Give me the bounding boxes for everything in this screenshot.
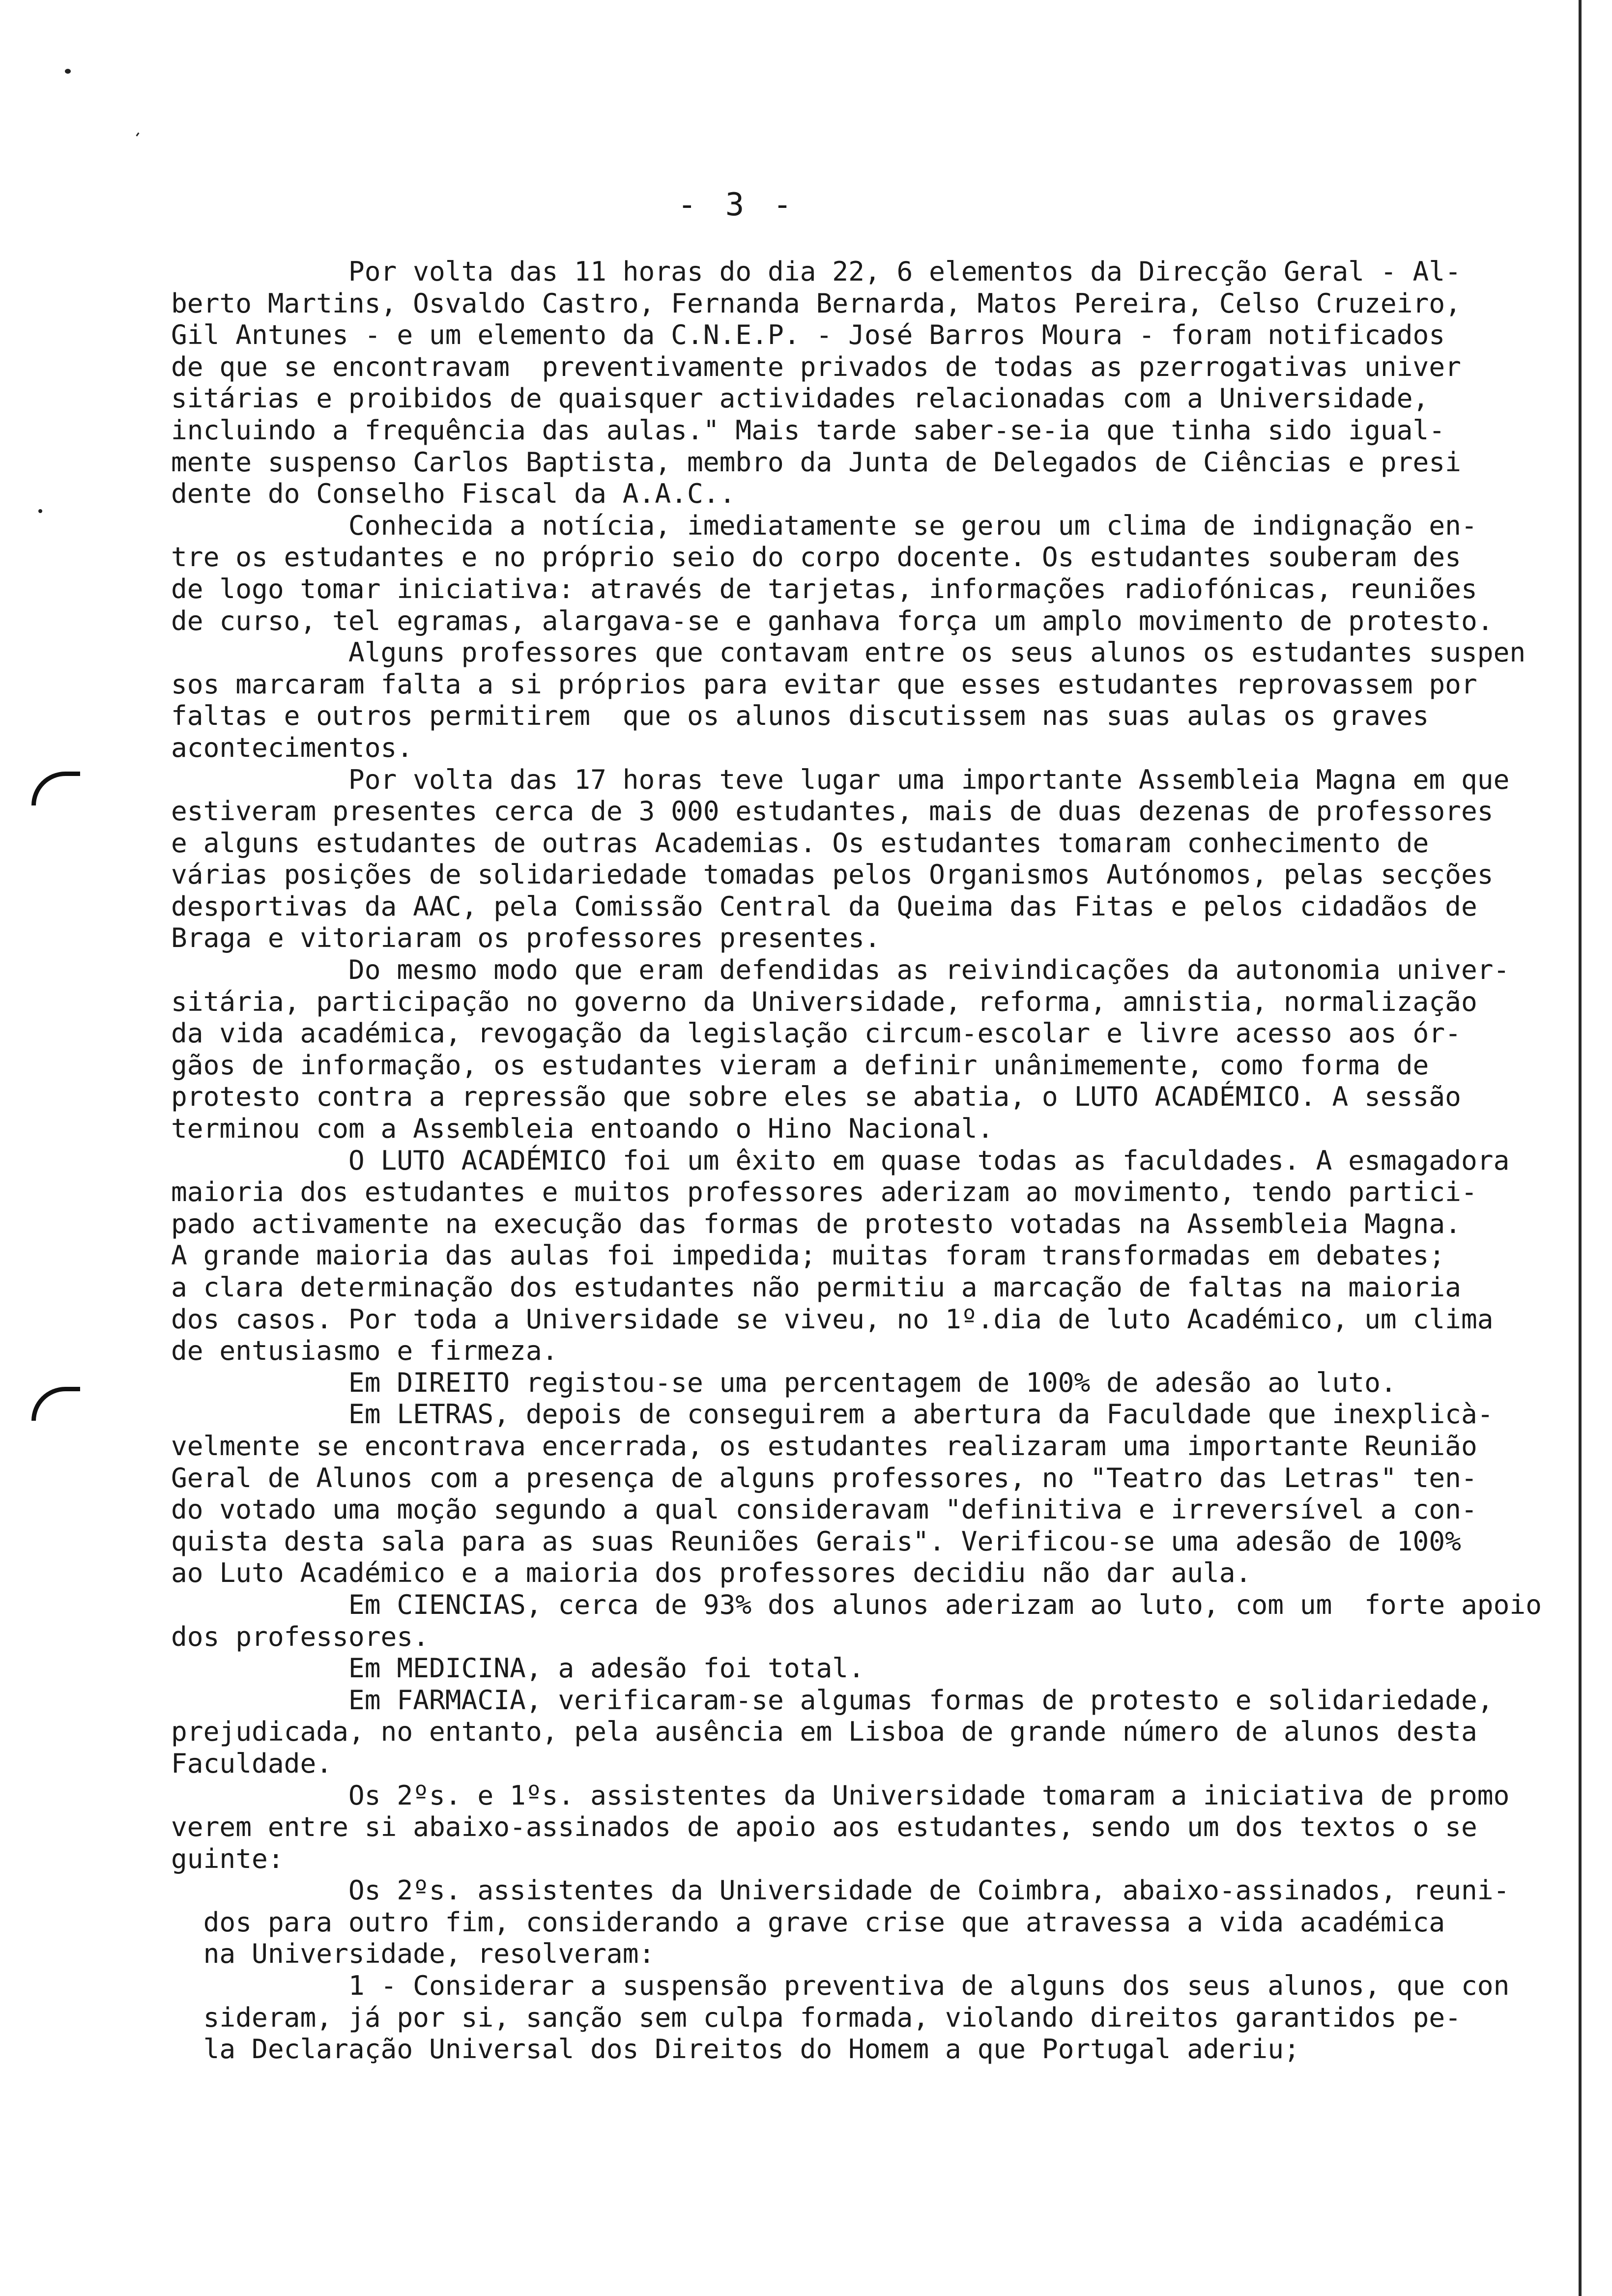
text-line: Do mesmo modo que eram defendidas as reivindicações da autonomia univer- bbox=[171, 954, 1510, 986]
hole-punch-mark bbox=[31, 1387, 80, 1421]
text-line: sideram, já por si, sanção sem culpa formada, violando direitos garantidos pe- bbox=[171, 2001, 1461, 2033]
text-line: A grande maioria das aulas foi impedida; muitas foram transformadas em debates; bbox=[171, 1239, 1445, 1271]
text-line: Em MEDICINA, a adesão foi total. bbox=[171, 1652, 864, 1684]
page-edge-line bbox=[1579, 0, 1582, 2296]
text-line: gãos de informação, os estudantes vieram a definir unânimemente, como forma de bbox=[171, 1049, 1429, 1081]
text-line: Em DIREITO registou-se uma percentagem de 100% de adesão ao luto. bbox=[171, 1366, 1397, 1398]
document-body bbox=[171, 256, 1542, 2065]
text-line: Os 2ºs. e 1ºs. assistentes da Universidade tomaram a iniciativa de promo bbox=[171, 1779, 1510, 1811]
text-line: do votado uma moção segundo a qual consideravam "definitiva e irreversível a con- bbox=[171, 1493, 1477, 1525]
text-line: Em CIENCIAS, cerca de 93% dos alunos aderizam ao luto, com um forte apoio bbox=[171, 1588, 1542, 1620]
text-line: faltas e outros permitirem que os alunos discutissem nas suas aulas os graves bbox=[171, 700, 1429, 732]
text-line: da vida académica, revogação da legislação circum-escolar e livre acesso aos ór- bbox=[171, 1017, 1461, 1049]
text-line: dente do Conselho Fiscal da A.A.C.. bbox=[171, 478, 736, 510]
scan-speck bbox=[65, 69, 71, 74]
text-line: Em FARMACIA, verificaram-se algumas formas de protesto e solidariedade, bbox=[171, 1684, 1494, 1716]
text-line: sitária, participação no governo da Universidade, reforma, amnistia, normalização bbox=[171, 985, 1477, 1017]
text-line: Conhecida a notícia, imediatamente se gerou um clima de indignação en- bbox=[171, 509, 1477, 541]
text-line: de entusiasmo e firmeza. bbox=[171, 1335, 558, 1367]
text-line: Braga e vitoriaram os professores presentes. bbox=[171, 922, 881, 954]
text-line: protesto contra a repressão que sobre eles se abatia, o LUTO ACADÉMICO. A sessão bbox=[171, 1081, 1461, 1113]
text-line: mente suspenso Carlos Baptista, membro da Junta de Delegados de Ciências e presi bbox=[171, 446, 1461, 478]
text-line: velmente se encontrava encerrada, os estudantes realizaram uma importante Reunião bbox=[171, 1430, 1477, 1462]
text-line: O LUTO ACADÉMICO foi um êxito em quase todas as faculdades. A esmagadora bbox=[171, 1144, 1510, 1176]
text-line: maioria dos estudantes e muitos professores aderizam ao movimento, tendo partici- bbox=[171, 1176, 1477, 1208]
text-line: dos casos. Por toda a Universidade se viveu, no 1º.dia de luto Académico, um clima bbox=[171, 1303, 1494, 1335]
text-line: Alguns professores que contavam entre os seus alunos os estudantes suspen bbox=[171, 636, 1526, 668]
text-line: sos marcaram falta a si próprios para evitar que esses estudantes reprovassem por bbox=[171, 668, 1477, 700]
text-line: Gil Antunes - e um elemento da C.N.E.P. - José Barros Moura - foram notificados bbox=[171, 319, 1445, 351]
hole-punch-mark bbox=[31, 772, 80, 805]
text-line: dos professores. bbox=[171, 1620, 429, 1652]
text-line: pado activamente na execução das formas de protesto votadas na Assembleia Magna. bbox=[171, 1207, 1461, 1239]
text-line: Por volta das 11 horas do dia 22, 6 elementos da Direcção Geral - Al- bbox=[171, 256, 1461, 287]
scan-speck bbox=[136, 132, 139, 136]
text-line: Por volta das 17 horas teve lugar uma importante Assembleia Magna em que bbox=[171, 763, 1510, 795]
text-line: acontecimentos. bbox=[171, 731, 413, 763]
scan-speck bbox=[38, 509, 42, 513]
text-line: sitárias e proibidos de quaisquer actividades relacionadas com a Universidade, bbox=[171, 382, 1429, 414]
text-line: e alguns estudantes de outras Academias. Os estudantes tomaram conhecimento de bbox=[171, 827, 1429, 859]
text-line: de logo tomar iniciativa: através de tarjetas, informações radiofónicas, reuniões bbox=[171, 573, 1477, 604]
text-line: desportivas da AAC, pela Comissão Central da Queima das Fitas e pelos cidadãos de bbox=[171, 890, 1477, 922]
text-line: Em LETRAS, depois de conseguirem a abertura da Faculdade que inexplicà- bbox=[171, 1398, 1494, 1430]
text-line: berto Martins, Osvaldo Castro, Fernanda Bernarda, Matos Pereira, Celso Cruzeiro, bbox=[171, 287, 1461, 319]
text-line: Faculdade. bbox=[171, 1747, 333, 1779]
text-line: tre os estudantes e no próprio seio do corpo docente. Os estudantes souberam des bbox=[171, 541, 1461, 573]
text-line: 1 - Considerar a suspensão preventiva de alguns dos seus alunos, que con bbox=[171, 1970, 1510, 2002]
text-line: Os 2ºs. assistentes da Universidade de Coimbra, abaixo-assinados, reuni- bbox=[171, 1874, 1510, 1906]
text-line: incluindo a frequência das aulas." Mais tarde saber-se-ia que tinha sido igual- bbox=[171, 414, 1445, 446]
page-number: - 3 - bbox=[677, 187, 797, 223]
text-line: verem entre si abaixo-assinados de apoio aos estudantes, sendo um dos textos o se bbox=[171, 1811, 1477, 1843]
text-line: ao Luto Académico e a maioria dos professores decidiu não dar aula. bbox=[171, 1557, 1252, 1589]
text-line: de curso, tel egramas, alargava-se e ganhava força um amplo movimento de protesto. bbox=[171, 604, 1494, 636]
text-line: guinte: bbox=[171, 1842, 284, 1874]
text-line: terminou com a Assembleia entoando o Hino Nacional. bbox=[171, 1113, 994, 1145]
text-line: Geral de Alunos com a presença de alguns professores, no "Teatro das Letras" ten- bbox=[171, 1462, 1477, 1493]
text-line: estiveram presentes cerca de 3 000 estudantes, mais de duas dezenas de professores bbox=[171, 795, 1494, 827]
text-line: de que se encontravam preventivamente privados de todas as pzerrogativas univer bbox=[171, 350, 1461, 382]
text-line: dos para outro fim, considerando a grave crise que atravessa a vida académica bbox=[171, 1906, 1445, 1938]
text-line: a clara determinação dos estudantes não permitiu a marcação de faltas na maioria bbox=[171, 1271, 1461, 1303]
text-line: várias posições de solidariedade tomadas pelos Organismos Autónomos, pelas secções bbox=[171, 859, 1494, 890]
text-line: quista desta sala para as suas Reuniões Gerais". Verificou-se uma adesão de 100% bbox=[171, 1525, 1461, 1557]
text-line: la Declaração Universal dos Direitos do Homem a que Portugal aderiu; bbox=[171, 2033, 1300, 2065]
text-line: na Universidade, resolveram: bbox=[171, 1938, 655, 1970]
text-line: prejudicada, no entanto, pela ausência em Lisboa de grande número de alunos desta bbox=[171, 1716, 1477, 1748]
